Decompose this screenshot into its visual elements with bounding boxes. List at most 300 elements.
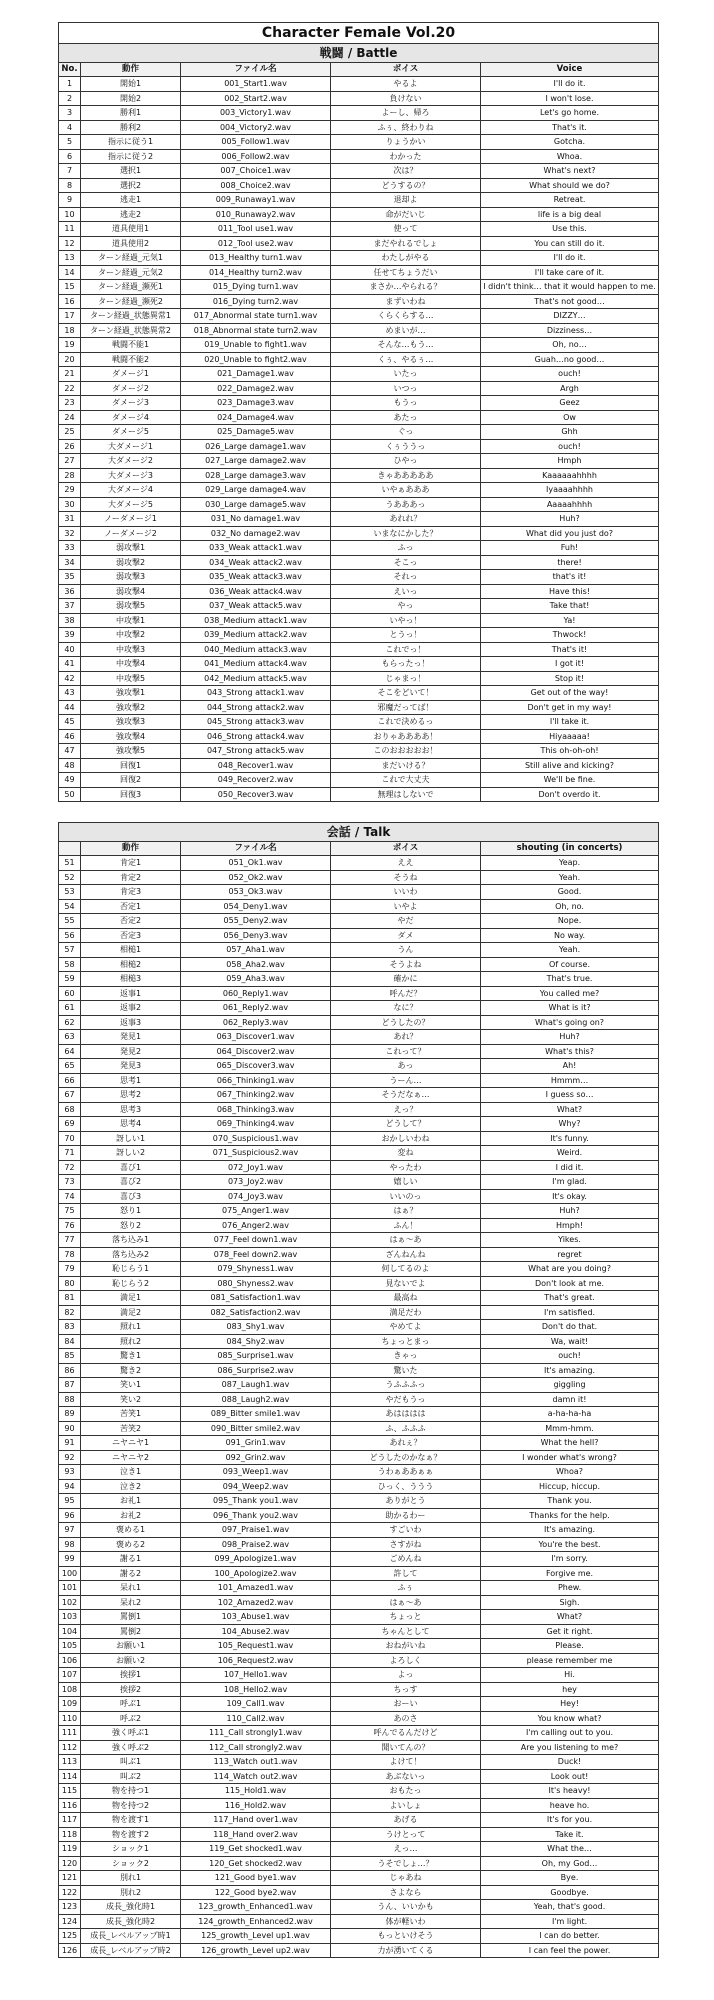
row-voice-en: Yeah, that's good. xyxy=(481,1900,659,1915)
row-voice-en: Mmm-hmm. xyxy=(481,1421,659,1436)
row-action: 発見1 xyxy=(81,1030,181,1045)
row-voice-jp: うけとって xyxy=(331,1827,481,1842)
row-action: 物を渡す2 xyxy=(81,1827,181,1842)
row-voice-jp: 体が軽いわ xyxy=(331,1914,481,1929)
row-action: 呆れ1 xyxy=(81,1581,181,1596)
row-action: 物を渡す1 xyxy=(81,1813,181,1828)
row-voice-en: I'll take it. xyxy=(481,715,659,730)
row-voice-en: Guah…no good… xyxy=(481,352,659,367)
row-number: 77 xyxy=(59,1233,81,1248)
row-number: 63 xyxy=(59,1030,81,1045)
row-voice-en: Oh, no. xyxy=(481,899,659,914)
row-voice-en: Nope. xyxy=(481,914,659,929)
row-number: 112 xyxy=(59,1740,81,1755)
row-number: 8 xyxy=(59,178,81,193)
row-filename: 036_Weak attack4.wav xyxy=(181,584,331,599)
row-action: 指示に従う2 xyxy=(81,149,181,164)
talk-sheet xyxy=(58,822,658,1958)
table-row xyxy=(59,106,659,121)
row-number: 86 xyxy=(59,1363,81,1378)
row-action: 弱攻撃4 xyxy=(81,584,181,599)
row-filename: 052_Ok2.wav xyxy=(181,870,331,885)
row-voice-en: Still alive and kicking? xyxy=(481,758,659,773)
row-filename: 027_Large damage2.wav xyxy=(181,454,331,469)
row-filename: 025_Damage5.wav xyxy=(181,425,331,440)
row-filename: 061_Reply2.wav xyxy=(181,1001,331,1016)
row-voice-jp: これで決めるっ xyxy=(331,715,481,730)
table-row xyxy=(59,1117,659,1132)
table-row xyxy=(59,1711,659,1726)
row-voice-en: Kaaaaaahhhh xyxy=(481,468,659,483)
table-row xyxy=(59,309,659,324)
row-number: 120 xyxy=(59,1856,81,1871)
table-row xyxy=(59,744,659,759)
row-voice-jp: まずいわね xyxy=(331,294,481,309)
row-voice-jp: はぁ～あ xyxy=(331,1595,481,1610)
row-action: 選択1 xyxy=(81,164,181,179)
row-voice-jp: えいっ xyxy=(331,584,481,599)
row-voice-jp: 何してるのよ xyxy=(331,1262,481,1277)
table-row xyxy=(59,541,659,556)
row-voice-jp: きゃっ xyxy=(331,1349,481,1364)
row-voice-jp: はぁ？ xyxy=(331,1204,481,1219)
row-filename: 082_Satisfaction2.wav xyxy=(181,1305,331,1320)
row-number: 104 xyxy=(59,1624,81,1639)
row-action: 照れ2 xyxy=(81,1334,181,1349)
row-number: 4 xyxy=(59,120,81,135)
row-voice-en: Good. xyxy=(481,885,659,900)
row-action: ダメージ3 xyxy=(81,396,181,411)
row-voice-jp: ふぅ、終わりね xyxy=(331,120,481,135)
row-voice-jp: ええ xyxy=(331,856,481,871)
row-number: 100 xyxy=(59,1566,81,1581)
table-row xyxy=(59,856,659,871)
row-voice-jp: まだいける？ xyxy=(331,758,481,773)
row-voice-jp: 驚いた xyxy=(331,1363,481,1378)
row-action: 訝しい2 xyxy=(81,1146,181,1161)
row-voice-jp: どうしたのかなぁ？ xyxy=(331,1450,481,1465)
row-number: 57 xyxy=(59,943,81,958)
row-voice-jp: ふ、ふふふ xyxy=(331,1421,481,1436)
row-voice-en: Geez xyxy=(481,396,659,411)
row-filename: 110_Call2.wav xyxy=(181,1711,331,1726)
table-row xyxy=(59,1784,659,1799)
table-row xyxy=(59,1320,659,1335)
table-row xyxy=(59,686,659,701)
row-action: 思考2 xyxy=(81,1088,181,1103)
row-filename: 047_Strong attack5.wav xyxy=(181,744,331,759)
row-action: 強攻撃3 xyxy=(81,715,181,730)
row-voice-jp: やめてよ xyxy=(331,1320,481,1335)
table-row xyxy=(59,1653,659,1668)
row-action: 挨拶2 xyxy=(81,1682,181,1697)
row-voice-jp: わかった xyxy=(331,149,481,164)
row-action: 返事3 xyxy=(81,1015,181,1030)
table-row xyxy=(59,628,659,643)
row-number: 123 xyxy=(59,1900,81,1915)
row-number: 81 xyxy=(59,1291,81,1306)
row-voice-jp: さよなら xyxy=(331,1885,481,1900)
row-action: 喜び1 xyxy=(81,1160,181,1175)
row-action: 褒める2 xyxy=(81,1537,181,1552)
row-voice-en: Fuh! xyxy=(481,541,659,556)
row-filename: 106_Request2.wav xyxy=(181,1653,331,1668)
row-voice-en: Don't look at me. xyxy=(481,1276,659,1291)
row-voice-jp: よけて！ xyxy=(331,1755,481,1770)
table-row xyxy=(59,613,659,628)
table-row xyxy=(59,773,659,788)
row-filename: 070_Suspicious1.wav xyxy=(181,1131,331,1146)
table-row xyxy=(59,700,659,715)
row-action: 成長_レベルアップ時2 xyxy=(81,1943,181,1958)
row-action: ショック1 xyxy=(81,1842,181,1857)
row-voice-en: I'm sorry. xyxy=(481,1552,659,1567)
row-voice-en: I can do better. xyxy=(481,1929,659,1944)
row-filename: 103_Abuse1.wav xyxy=(181,1610,331,1625)
row-voice-jp: くぅううっ xyxy=(331,439,481,454)
row-voice-jp: まだやれるでしょ xyxy=(331,236,481,251)
row-filename: 002_Start2.wav xyxy=(181,91,331,106)
row-voice-jp: 満足だわ xyxy=(331,1305,481,1320)
row-filename: 093_Weep1.wav xyxy=(181,1465,331,1480)
row-action: 落ち込み1 xyxy=(81,1233,181,1248)
row-filename: 092_Grin2.wav xyxy=(181,1450,331,1465)
row-voice-jp: きゃあああああ xyxy=(331,468,481,483)
row-action: 成長_強化時2 xyxy=(81,1914,181,1929)
row-filename: 037_Weak attack5.wav xyxy=(181,599,331,614)
row-action: お願い1 xyxy=(81,1639,181,1654)
row-voice-en: I'm glad. xyxy=(481,1175,659,1190)
row-action: 叫ぶ2 xyxy=(81,1769,181,1784)
battle-section-title: 戦闘 / Battle xyxy=(59,44,659,63)
row-number: 15 xyxy=(59,280,81,295)
table-row xyxy=(59,512,659,527)
row-voice-en: regret xyxy=(481,1247,659,1262)
row-action: 満足2 xyxy=(81,1305,181,1320)
row-voice-jp: じゃまっ！ xyxy=(331,671,481,686)
row-voice-en: Get out of the way! xyxy=(481,686,659,701)
row-voice-en: Oh, no… xyxy=(481,338,659,353)
table-row xyxy=(59,1581,659,1596)
row-voice-jp: これって？ xyxy=(331,1044,481,1059)
row-action: 大ダメージ4 xyxy=(81,483,181,498)
row-number: 46 xyxy=(59,729,81,744)
row-action: 強攻撃2 xyxy=(81,700,181,715)
talk-section-title: 会話 / Talk xyxy=(59,823,659,842)
row-action: 思考1 xyxy=(81,1073,181,1088)
row-action: 指示に従う1 xyxy=(81,135,181,150)
row-voice-en: that's it! xyxy=(481,570,659,585)
row-number: 55 xyxy=(59,914,81,929)
row-voice-en: Take it. xyxy=(481,1827,659,1842)
row-filename: 076_Anger2.wav xyxy=(181,1218,331,1233)
row-voice-jp: 命がだいじ xyxy=(331,207,481,222)
row-filename: 026_Large damage1.wav xyxy=(181,439,331,454)
row-voice-jp: よいしょ xyxy=(331,1798,481,1813)
row-number: 109 xyxy=(59,1697,81,1712)
row-filename: 023_Damage3.wav xyxy=(181,396,331,411)
row-voice-jp: このおおおおお！ xyxy=(331,744,481,759)
row-voice-en: What are you doing? xyxy=(481,1262,659,1277)
row-filename: 074_Joy3.wav xyxy=(181,1189,331,1204)
row-voice-en: Why? xyxy=(481,1117,659,1132)
row-number: 70 xyxy=(59,1131,81,1146)
row-voice-jp: いいのっ xyxy=(331,1189,481,1204)
row-voice-en: You called me? xyxy=(481,986,659,1001)
table-row xyxy=(59,957,659,972)
row-voice-en: Yeah. xyxy=(481,943,659,958)
row-voice-en: Ah! xyxy=(481,1059,659,1074)
row-action: 強攻撃5 xyxy=(81,744,181,759)
row-voice-jp: あれぇ？ xyxy=(331,1436,481,1451)
table-row xyxy=(59,787,659,802)
row-voice-jp: いやよ xyxy=(331,899,481,914)
table-row xyxy=(59,1276,659,1291)
row-filename: 040_Medium attack3.wav xyxy=(181,642,331,657)
table-row xyxy=(59,396,659,411)
col-header-action: 動作 xyxy=(81,842,181,856)
row-filename: 109_Call1.wav xyxy=(181,1697,331,1712)
row-number: 121 xyxy=(59,1871,81,1886)
row-filename: 055_Deny2.wav xyxy=(181,914,331,929)
row-voice-jp: あたっ xyxy=(331,410,481,425)
row-voice-en: Gotcha. xyxy=(481,135,659,150)
row-filename: 021_Damage1.wav xyxy=(181,367,331,382)
table-row xyxy=(59,1740,659,1755)
row-filename: 059_Aha3.wav xyxy=(181,972,331,987)
row-voice-en: Have this! xyxy=(481,584,659,599)
row-voice-jp: うん xyxy=(331,943,481,958)
row-voice-en: there! xyxy=(481,555,659,570)
row-number: 5 xyxy=(59,135,81,150)
row-voice-jp: じゃあね xyxy=(331,1871,481,1886)
row-number: 103 xyxy=(59,1610,81,1625)
row-voice-en: Iyaaaahhhh xyxy=(481,483,659,498)
row-number: 84 xyxy=(59,1334,81,1349)
row-action: 戦闘不能2 xyxy=(81,352,181,367)
row-number: 72 xyxy=(59,1160,81,1175)
row-number: 88 xyxy=(59,1392,81,1407)
row-number: 64 xyxy=(59,1044,81,1059)
row-action: 呼ぶ2 xyxy=(81,1711,181,1726)
table-row xyxy=(59,1247,659,1262)
row-action: ノーダメージ2 xyxy=(81,526,181,541)
col-header-voice-jp: ボイス xyxy=(331,842,481,856)
row-number: 47 xyxy=(59,744,81,759)
table-row xyxy=(59,294,659,309)
row-voice-jp: ふっ xyxy=(331,541,481,556)
row-number: 29 xyxy=(59,483,81,498)
row-number: 40 xyxy=(59,642,81,657)
row-filename: 006_Follow2.wav xyxy=(181,149,331,164)
row-voice-jp: どうしたの？ xyxy=(331,1015,481,1030)
row-action: 中攻撃2 xyxy=(81,628,181,643)
row-voice-en: Weird. xyxy=(481,1146,659,1161)
row-action: ダメージ1 xyxy=(81,367,181,382)
table-row xyxy=(59,1697,659,1712)
row-filename: 126_growth_Level up2.wav xyxy=(181,1943,331,1958)
table-row xyxy=(59,1537,659,1552)
row-voice-jp: ちょっとまっ xyxy=(331,1334,481,1349)
row-filename: 081_Satisfaction1.wav xyxy=(181,1291,331,1306)
table-row xyxy=(59,164,659,179)
table-row xyxy=(59,729,659,744)
row-voice-en: It's amazing. xyxy=(481,1523,659,1538)
row-number: 9 xyxy=(59,193,81,208)
row-voice-jp: ふぅ xyxy=(331,1581,481,1596)
row-number: 106 xyxy=(59,1653,81,1668)
row-voice-jp: そうだなぁ… xyxy=(331,1088,481,1103)
table-row xyxy=(59,1131,659,1146)
table-row xyxy=(59,1392,659,1407)
row-number: 90 xyxy=(59,1421,81,1436)
table-row xyxy=(59,1682,659,1697)
row-voice-jp: まさか…やられる？ xyxy=(331,280,481,295)
row-action: ノーダメージ1 xyxy=(81,512,181,527)
row-voice-jp: やったわ xyxy=(331,1160,481,1175)
row-number: 3 xyxy=(59,106,81,121)
table-row xyxy=(59,1552,659,1567)
table-row xyxy=(59,1508,659,1523)
row-number: 21 xyxy=(59,367,81,382)
row-filename: 101_Amazed1.wav xyxy=(181,1581,331,1596)
row-voice-en: damn it! xyxy=(481,1392,659,1407)
table-row xyxy=(59,439,659,454)
row-filename: 090_Bitter smile2.wav xyxy=(181,1421,331,1436)
row-number: 51 xyxy=(59,856,81,871)
row-number: 26 xyxy=(59,439,81,454)
row-filename: 100_Apologize2.wav xyxy=(181,1566,331,1581)
row-voice-en: Don't overdo it. xyxy=(481,787,659,802)
row-action: 苦笑2 xyxy=(81,1421,181,1436)
row-filename: 097_Praise1.wav xyxy=(181,1523,331,1538)
row-number: 110 xyxy=(59,1711,81,1726)
row-voice-jp: わたしがやる xyxy=(331,251,481,266)
row-action: 成長_レベルアップ時1 xyxy=(81,1929,181,1944)
row-action: ターン経過_元気1 xyxy=(81,251,181,266)
row-voice-en: Aaaaahhhh xyxy=(481,497,659,512)
battle-rows xyxy=(59,77,659,802)
row-voice-en: I'll take care of it. xyxy=(481,265,659,280)
row-number: 17 xyxy=(59,309,81,324)
row-number: 49 xyxy=(59,773,81,788)
table-row xyxy=(59,425,659,440)
row-voice-jp: 使って xyxy=(331,222,481,237)
table-row xyxy=(59,555,659,570)
row-filename: 020_Unable to fight2.wav xyxy=(181,352,331,367)
table-row xyxy=(59,1102,659,1117)
row-number: 75 xyxy=(59,1204,81,1219)
row-number: 30 xyxy=(59,497,81,512)
row-voice-en: No way. xyxy=(481,928,659,943)
row-voice-en: Are you listening to me? xyxy=(481,1740,659,1755)
row-voice-jp: もっといけそう xyxy=(331,1929,481,1944)
row-number: 73 xyxy=(59,1175,81,1190)
table-row xyxy=(59,1189,659,1204)
row-filename: 041_Medium attack4.wav xyxy=(181,657,331,672)
row-voice-jp: ありがとう xyxy=(331,1494,481,1509)
row-number: 108 xyxy=(59,1682,81,1697)
row-voice-jp: うそでしょ…？ xyxy=(331,1856,481,1871)
row-voice-jp: いたっ xyxy=(331,367,481,382)
row-voice-en: Yeah. xyxy=(481,870,659,885)
row-number: 78 xyxy=(59,1247,81,1262)
table-row xyxy=(59,1929,659,1944)
row-action: 強攻撃4 xyxy=(81,729,181,744)
row-number: 82 xyxy=(59,1305,81,1320)
row-action: 別れ2 xyxy=(81,1885,181,1900)
row-filename: 010_Runaway2.wav xyxy=(181,207,331,222)
row-filename: 051_Ok1.wav xyxy=(181,856,331,871)
col-header-voice-en: shouting (in concerts) xyxy=(481,842,659,856)
row-voice-jp: これでっ！ xyxy=(331,642,481,657)
row-voice-en: It's funny. xyxy=(481,1131,659,1146)
row-filename: 075_Anger1.wav xyxy=(181,1204,331,1219)
row-number: 31 xyxy=(59,512,81,527)
row-voice-jp: えっ… xyxy=(331,1842,481,1857)
table-row xyxy=(59,135,659,150)
col-header-action: 動作 xyxy=(81,63,181,77)
row-voice-en: Huh? xyxy=(481,512,659,527)
row-voice-jp: ダメ xyxy=(331,928,481,943)
row-filename: 054_Deny1.wav xyxy=(181,899,331,914)
row-action: お願い2 xyxy=(81,1653,181,1668)
row-filename: 030_Large damage5.wav xyxy=(181,497,331,512)
row-number: 61 xyxy=(59,1001,81,1016)
table-row xyxy=(59,265,659,280)
row-action: 相槌1 xyxy=(81,943,181,958)
row-voice-en: Hmph! xyxy=(481,1218,659,1233)
row-number: 37 xyxy=(59,599,81,614)
table-row xyxy=(59,885,659,900)
row-voice-en: Look out! xyxy=(481,1769,659,1784)
row-voice-en: Whoa. xyxy=(481,149,659,164)
row-voice-en: I got it! xyxy=(481,657,659,672)
row-filename: 043_Strong attack1.wav xyxy=(181,686,331,701)
row-filename: 060_Reply1.wav xyxy=(181,986,331,1001)
row-action: 回復1 xyxy=(81,758,181,773)
row-filename: 065_Discover3.wav xyxy=(181,1059,331,1074)
row-action: 中攻撃5 xyxy=(81,671,181,686)
row-filename: 024_Damage4.wav xyxy=(181,410,331,425)
table-row xyxy=(59,1827,659,1842)
row-voice-jp: うーん… xyxy=(331,1073,481,1088)
row-action: 回復3 xyxy=(81,787,181,802)
row-filename: 031_No damage1.wav xyxy=(181,512,331,527)
row-filename: 120_Get shocked2.wav xyxy=(181,1856,331,1871)
row-voice-jp: あはははは xyxy=(331,1407,481,1422)
row-number: 35 xyxy=(59,570,81,585)
row-voice-en: Retreat. xyxy=(481,193,659,208)
row-voice-en: Thwock! xyxy=(481,628,659,643)
row-voice-en: Take that! xyxy=(481,599,659,614)
row-action: 別れ1 xyxy=(81,1871,181,1886)
row-action: 戦闘不能1 xyxy=(81,338,181,353)
row-voice-en: Thank you. xyxy=(481,1494,659,1509)
table-row xyxy=(59,758,659,773)
table-row xyxy=(59,1059,659,1074)
row-voice-en: Of course. xyxy=(481,957,659,972)
row-voice-jp: ぐっ xyxy=(331,425,481,440)
row-filename: 038_Medium attack1.wav xyxy=(181,613,331,628)
row-voice-en: I'm satisfied. xyxy=(481,1305,659,1320)
row-action: 否定1 xyxy=(81,899,181,914)
row-number: 54 xyxy=(59,899,81,914)
table-row xyxy=(59,1871,659,1886)
row-number: 22 xyxy=(59,381,81,396)
row-number: 56 xyxy=(59,928,81,943)
row-voice-jp: くぅ、やるぅ… xyxy=(331,352,481,367)
